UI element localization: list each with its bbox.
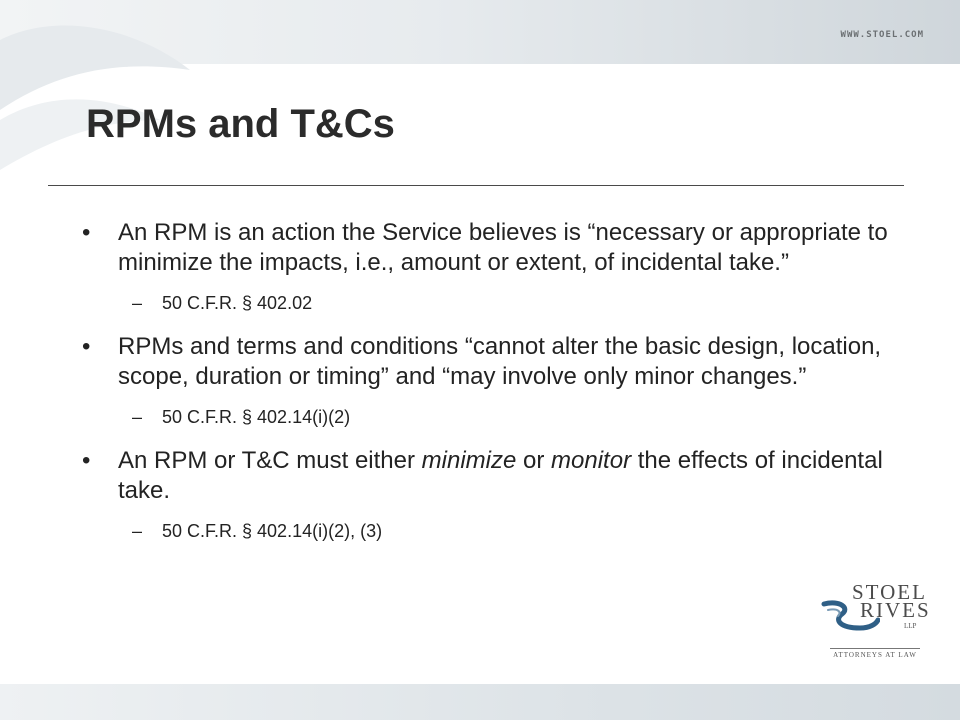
- citation-text: 50 C.F.R. § 402.14(i)(2): [162, 407, 351, 427]
- bullet-text: An RPM is an action the Service believes is “necessary or appropriate to minimize the impacts, i.e., amount or extent, of incidental take.”: [118, 219, 888, 276]
- emphasis-monitor: monitor: [551, 447, 632, 474]
- background-swoosh: [0, 0, 960, 200]
- dash-marker: –: [132, 407, 143, 427]
- dash-marker: –: [132, 521, 143, 541]
- bullet-item: [80, 218, 920, 278]
- footer-band: [0, 684, 960, 720]
- bullet-item: [80, 446, 920, 506]
- bullet-text-segment: An RPM or T&C must either: [118, 447, 422, 474]
- firm-logo: [820, 580, 930, 662]
- dash-marker: –: [132, 293, 143, 313]
- citation-item: [80, 520, 920, 542]
- bullet-item: [80, 332, 920, 392]
- title-divider: [48, 185, 904, 186]
- emphasis-minimize: minimize: [421, 447, 517, 474]
- citation-text: 50 C.F.R. § 402.14(i)(2), (3): [162, 521, 383, 541]
- bullet-text-segment: or: [516, 447, 552, 474]
- website-url: WWW.STOEL.COM: [840, 30, 924, 40]
- bullet-text-segment: the effects of incidental take.: [118, 447, 883, 504]
- slide-title: RPMs and T&Cs: [86, 102, 395, 146]
- citation-item: [80, 292, 920, 314]
- bullet-text: RPMs and terms and conditions “cannot alter the basic design, location, scope, duration or timing” and “may involve only minor changes.”: [118, 333, 882, 390]
- citation-text: 50 C.F.R. § 402.02: [162, 293, 313, 313]
- bullet-marker: •: [82, 333, 91, 360]
- bullet-marker: •: [82, 447, 91, 474]
- logo-tagline: ATTORNEYS AT LAW: [830, 648, 920, 659]
- slide-content: [80, 218, 920, 560]
- logo-text-rives: RIVES: [860, 598, 931, 622]
- logo-text-llp: LLP: [904, 622, 917, 630]
- bullet-marker: •: [82, 219, 91, 246]
- citation-item: [80, 406, 920, 428]
- logo-text-stoel: STOEL: [852, 580, 927, 604]
